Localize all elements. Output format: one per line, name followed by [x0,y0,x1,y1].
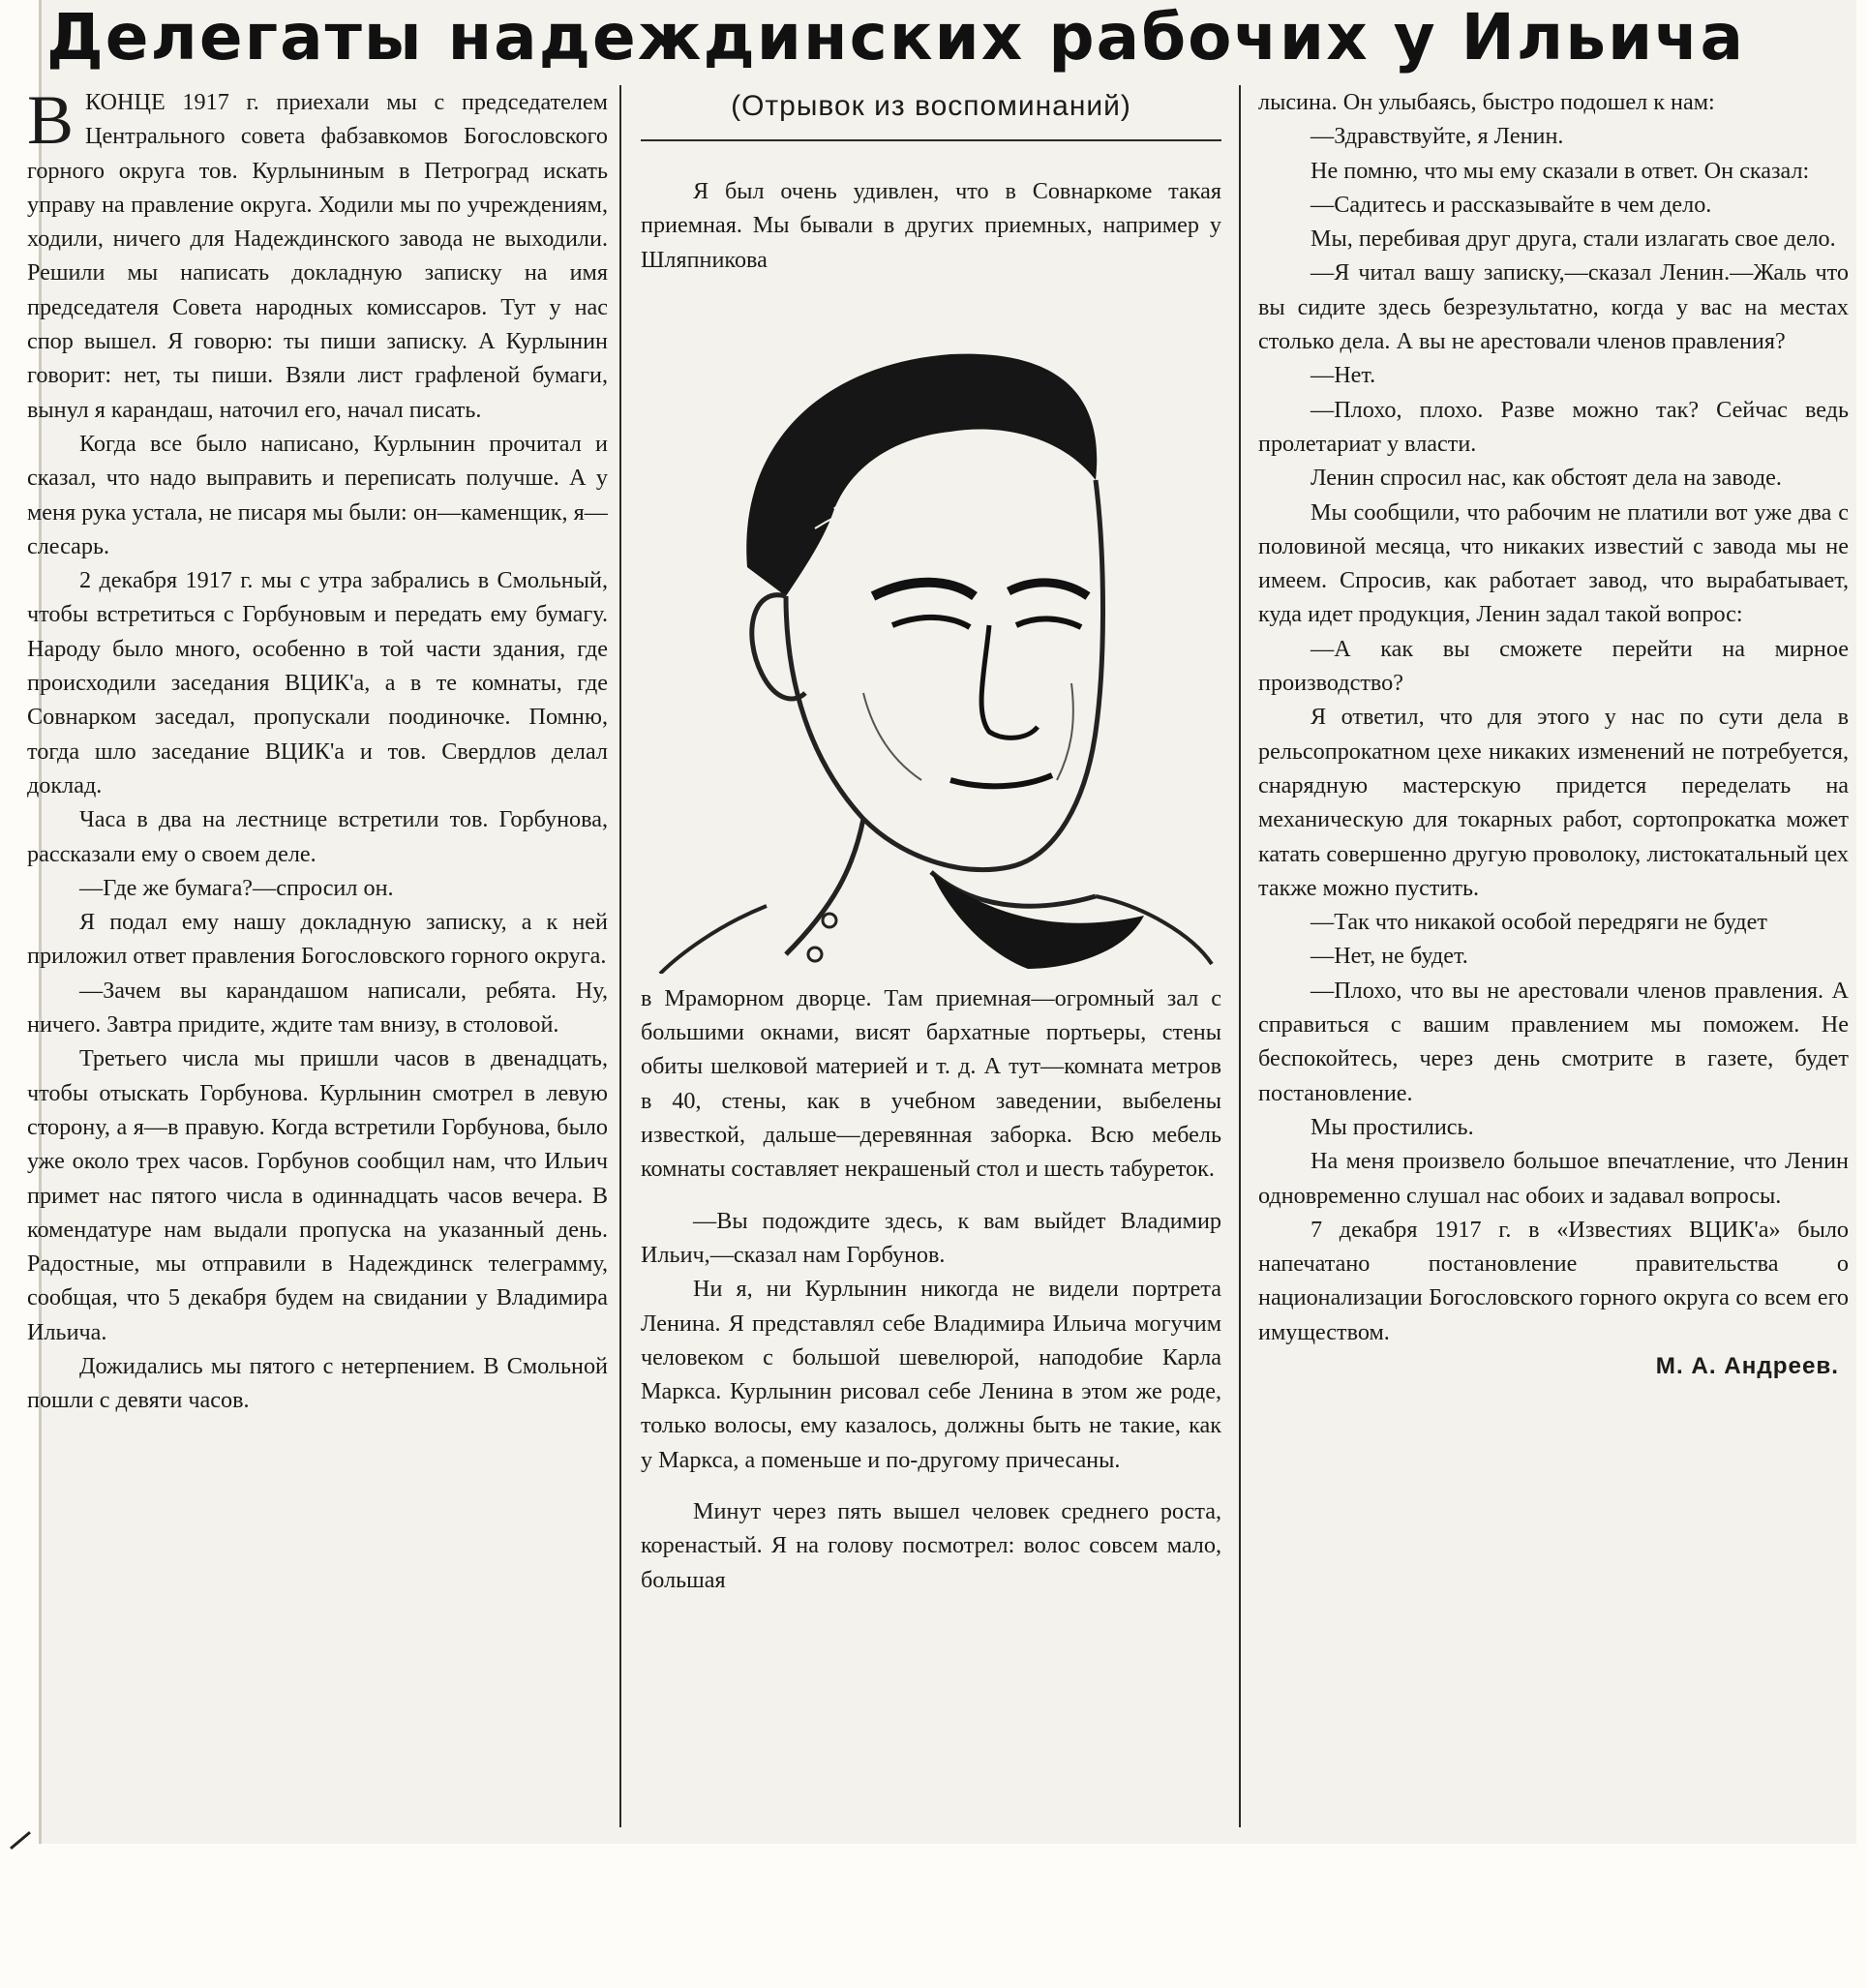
paragraph: Я ответил, что для этого у нас по сути дела в рельсопрокатном цехе никаких изменений не потребуется, снарядную мастерскую придется переделать на механическую для токарных работ, сортопрокатка может катать совершенно другую проволоку, листокатальный цех также можно пустить. [1258,704,1849,901]
paragraph: Ленин спросил нас, как обстоят дела на заводе. [1311,465,1782,492]
paragraph: Я был очень удивлен, что в Совнаркоме такая приемная. Мы бывали в других приемных, например у Шляпникова [641,178,1221,273]
paragraph: Ни я, ни Курлынин никогда не видели портрета Ленина. Я представлял себе Владимира Ильича могучим человеком с большой шевелюрой, наподобие Карла Маркса. Курлынин рисовал себе Ленина в этом же роде, только волосы, ему казалось, должны быть не такие, как у Маркса, а поменьше и по-другому причесаны. [641,1276,1221,1473]
paragraph: 2 декабря 1917 г. мы с утра забрались в Смольный, чтобы встретиться с Горбуновым и передать ему бумагу. Народу было много, особенно в той части здания, где происходили заседания ВЦИК'а, а в те комнаты, где Совнарком заседал, пропускали поодиночке. Помню, тогда шло заседание ВЦИК'а и тов. Свердлов делал доклад. [27,567,608,798]
paragraph: Дожидались мы пятого с нетерпением. В Смольной пошли с девяти часов. [27,1352,608,1414]
article-column-3 [1258,85,1849,1827]
paragraph [27,85,608,427]
paragraph: —Где же бумага?—спросил он. [79,874,394,901]
drop-cap: В [27,85,75,159]
paragraph: —Я читал вашу записку,—сказал Ленин.—Жаль что вы сидите здесь безрезультатно, когда у вас на местах столько дела. А вы не арестовали членов правления? [1258,259,1849,355]
article-subtitle: (Отрывок из воспоминаний) [641,85,1221,141]
column-rule-left [619,85,621,1827]
paragraph: —Плохо, плохо. Разве можно так? Сейчас ведь пролетариат у власти. [1258,396,1849,457]
paragraph: Я подал ему нашу докладную записку, а к ней приложил ответ правления Богословского горного округа. [27,909,608,970]
paragraph: —Вы подождите здесь, к вам выйдет Владимир Ильич,—сказал нам Горбунов. [641,1207,1221,1268]
paragraph: —А как вы сможете перейти на мирное производство? [1258,635,1849,697]
paragraph: Часа в два на лестнице встретили тов. Горбунова, рассказали ему о своем деле. [27,806,608,867]
paragraph: Третьего числа мы пришли часов в двенадцать, чтобы отыскать Горбунова. Курлынин смотрел в левую сторону, а я—в правую. Когда встретили Горбунова, было уже около трех часов. Горбунов сообщил нам, что Ильич примет нас пятого числа в одиннадцать часов вечера. В комендатуре нам выдали пропуска на указанный день. Радостные, мы отправили в Надеждинск телеграмму, сообщая, что 5 декабря будем на свидании у Владимира Ильича. [27,1045,608,1345]
paragraph: —Садитесь и рассказывайте в чем дело. [1311,191,1712,218]
paragraph: Мы, перебивая друг друга, стали излагать свое дело. [1311,226,1836,253]
paragraph: Не помню, что мы ему сказали в ответ. Он сказал: [1311,157,1810,184]
paragraph: —Зачем вы карандашом написали, ребята. Ну, ничего. Завтра придите, ждите там внизу, в столовой. [27,977,608,1039]
paragraph: Минут через пять вышел человек среднего роста, коренастый. Я на голову посмотрел: волос совсем мало, большая [641,1498,1221,1593]
paragraph: Когда все было написано, Курлынин прочитал и сказал, что надо выправить и переписать получше. А у меня рука устала, не писаря мы были: он—каменщик, я—слесарь. [27,430,608,559]
paragraph: 7 декабря 1917 г. в «Известиях ВЦИК'а» было напечатано постановление правительства о национализации Богословского горного округа со всем его имуществом. [1258,1216,1849,1345]
article-headline: Делегаты надеждинских рабочих у Ильича [46,0,1746,75]
paragraph-text: КОНЦЕ 1917 г. приехали мы с председателем Центрального совета фабзавкомов Богословского горного округа тов. Курлыниным в Петроград искать управу на правление округа. Ходили мы по учреждениям, ходили, ничего для Надеждинского завода не выходили. Решили мы написать докладную записку на имя председателя Совета народных комиссаров. Тут у нас спор вышел. Я говорю: ты пиши записку. А Курлынин говорит: нет, ты пиши. Взяли лист графленой бумаги, вынул я карандаш, наточил его, начал писать. [27,89,608,423]
article-column-1 [27,85,608,1827]
author-signature: М. А. Андреев. [1655,1352,1839,1379]
portrait-engraving-icon [641,277,1221,974]
paragraph: —Здравствуйте, я Ленин. [1311,123,1564,150]
paragraph: —Нет. [1311,362,1376,389]
column-rule-right [1239,85,1241,1827]
paragraph: Мы простились. [1311,1113,1474,1140]
paragraph: На меня произвело большое впечатление, что Ленин одновременно слушал нас обоих и задавал вопросы. [1258,1148,1849,1209]
paragraph: —Так что никакой особой передряги не будет [1311,909,1767,936]
paragraph: Мы сообщили, что рабочим не платили вот уже два с половиной месяца, что никаких известий с завода мы не имеем. Спросив, как работает завод, что вырабатывает, куда идет продукция, Ленин задал такой вопрос: [1258,498,1849,628]
paragraph: —Плохо, что вы не арестовали членов правления. А справиться с вашим правлением мы поможем. Не беспокойтесь, через день смотрите в газете, будет постановление. [1258,977,1849,1106]
paragraph: в Мраморном дворце. Там приемная—огромный зал с большими окнами, висят бархатные портьеры, стены обиты шелковой материей и т. д. А тут—комната метров в 40, стены, как в учебном заведении, выбелены известкой, дальше—деревянная заборка. Всю мебель комнаты составляет некрашеный стол и шесть табуреток. [641,984,1221,1183]
article-column-2 [641,85,1221,1827]
paragraph: —Нет, не будет. [1311,943,1468,970]
paragraph: лысина. Он улыбаясь, быстро подошел к нам: [1258,89,1715,115]
